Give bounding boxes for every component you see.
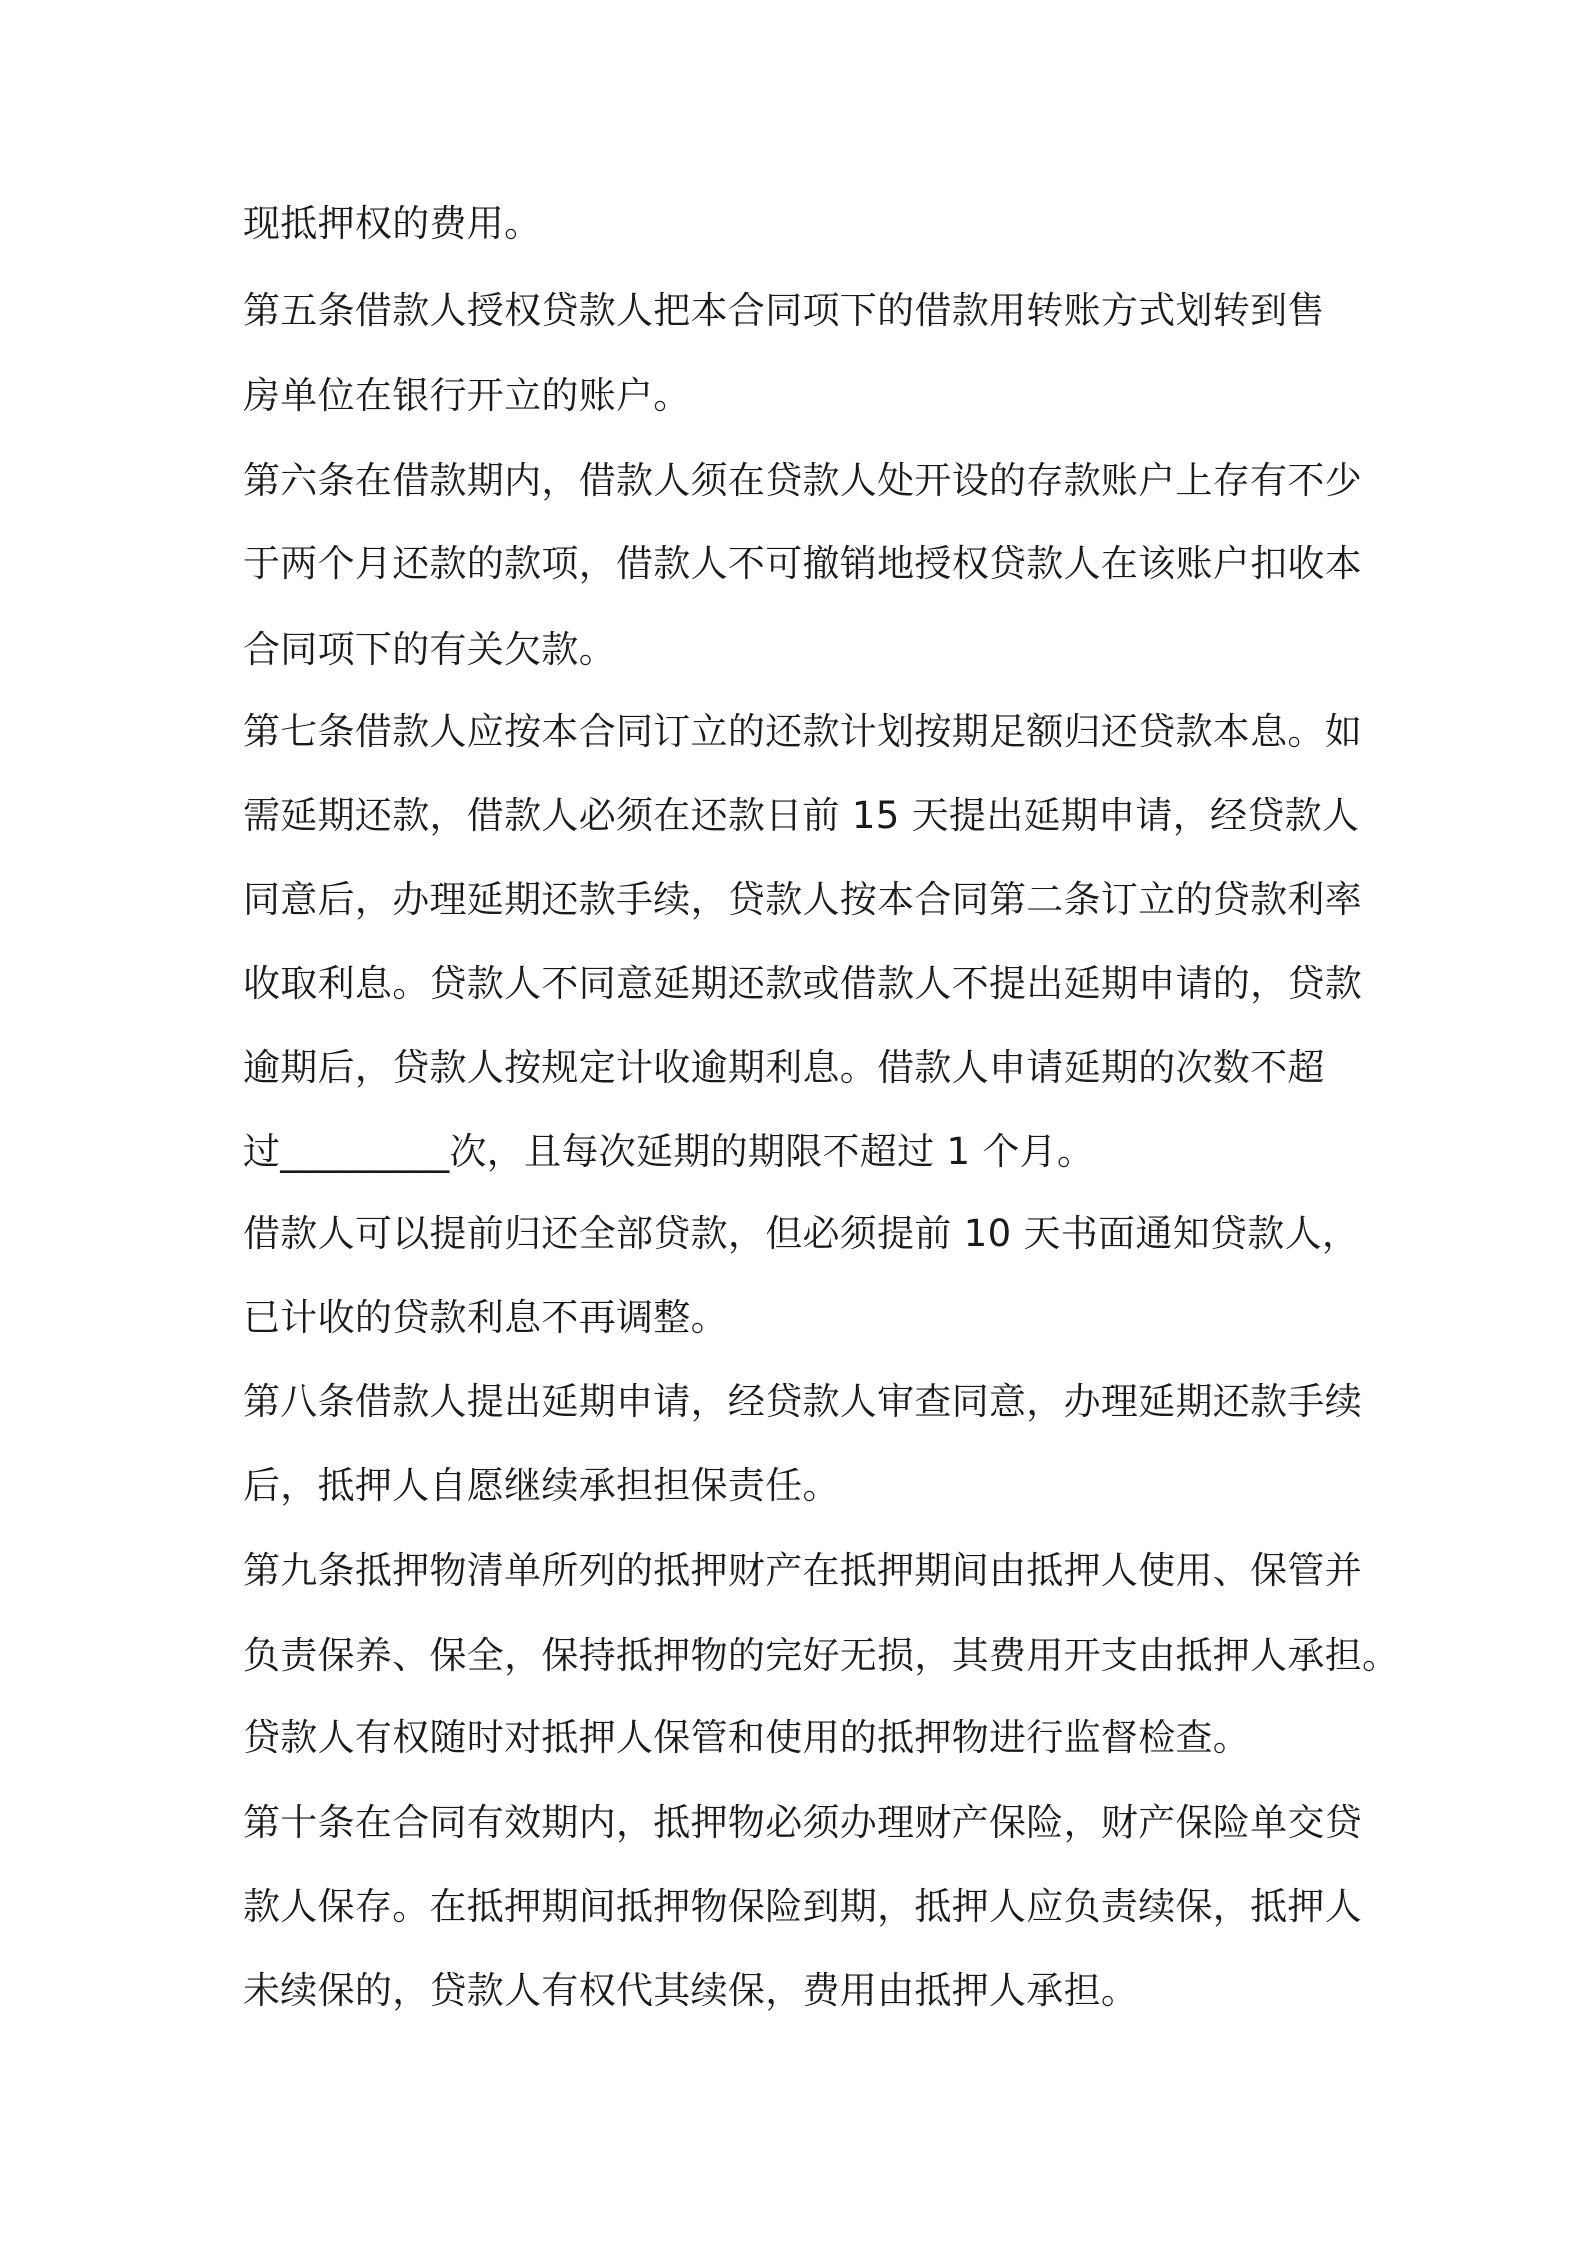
text-line: 第六条在借款期内，借款人须在贷款人处开设的存款账户上存有不少 [243,459,1362,502]
text-line: 款人保存。在抵押期间抵押物保险到期，抵押人应负责续保，抵押人 [243,1885,1362,1928]
text-line: 于两个月还款的款项，借款人不可撤销地授权贷款人在该账户扣收本 [243,542,1362,585]
text-line: 第八条借款人提出延期申请，经贷款人审查同意，办理延期还款手续 [243,1380,1362,1423]
text-line: 房单位在银行开立的账户。 [243,374,691,417]
text-line: 现抵押权的费用。 [243,202,542,245]
text-line: 借款人可以提前归还全部贷款，但必须提前 10 天书面通知贷款人， [243,1212,1360,1255]
text-line: 过_________次，且每次延期的期限不超过 1 个月。 [243,1130,1095,1173]
text-line: 第五条借款人授权贷款人把本合同项下的借款用转账方式划转到售 [243,289,1325,332]
text-line: 合同项下的有关欠款。 [243,628,616,671]
text-line: 后，抵押人自愿继续承担担保责任。 [243,1464,840,1507]
text-line: 第十条在合同有效期内，抵押物必须办理财产保险，财产保险单交贷 [243,1801,1362,1844]
text-line: 需延期还款，借款人必须在还款日前 15 天提出延期申请，经贷款人 [243,794,1360,837]
text-line: 第九条抵押物清单所列的抵押财产在抵押期间由抵押人使用、保管并 [243,1549,1362,1592]
text-line: 同意后，办理延期还款手续，贷款人按本合同第二条订立的贷款利率 [243,878,1362,921]
text-line: 收取利息。贷款人不同意延期还款或借款人不提出延期申请的，贷款 [243,962,1362,1005]
text-line: 负责保养、保全，保持抵押物的完好无损，其费用开支由抵押人承担。 [243,1634,1400,1677]
text-line: 未续保的，贷款人有权代其续保，费用由抵押人承担。 [243,1969,1139,2012]
text-line: 贷款人有权随时对抵押人保管和使用的抵押物进行监督检查。 [243,1716,1251,1759]
text-line: 已计收的贷款利息不再调整。 [243,1296,728,1339]
text-line: 第七条借款人应按本合同订立的还款计划按期足额归还贷款本息。如 [243,710,1362,753]
text-line: 逾期后，贷款人按规定计收逾期利息。借款人申请延期的次数不超 [243,1046,1325,1089]
